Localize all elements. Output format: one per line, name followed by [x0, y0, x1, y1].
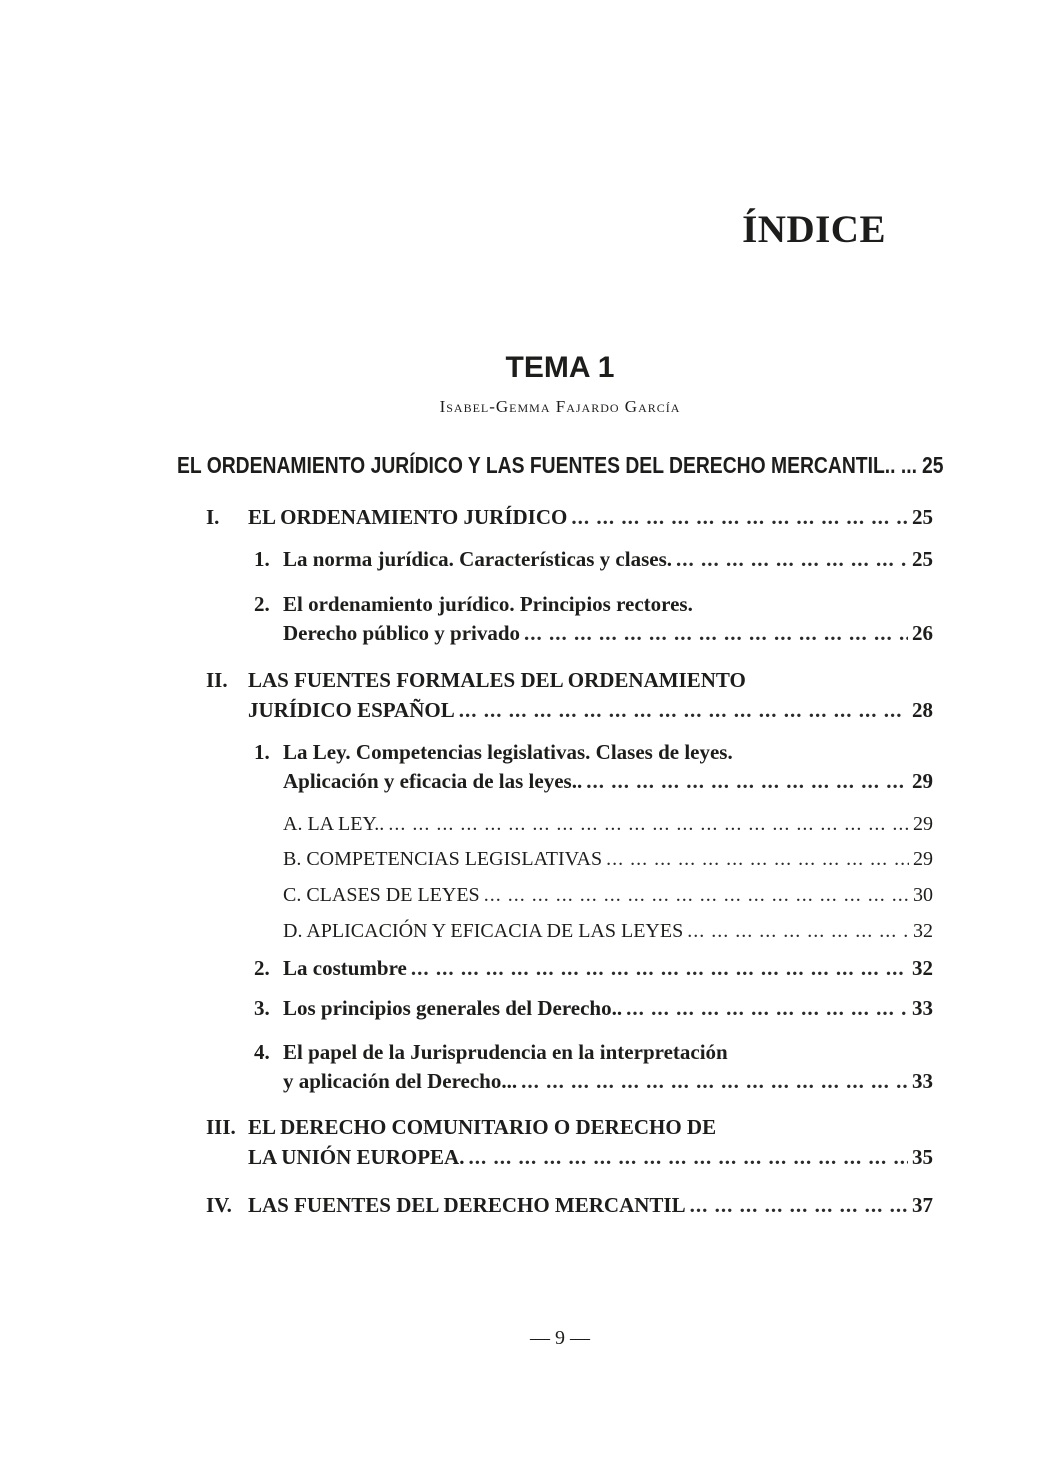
- toc-entry-page: 37: [912, 1193, 933, 1217]
- toc-entry-page: 33: [912, 1069, 933, 1093]
- tema-title: TEMA 1: [505, 351, 615, 384]
- toc-entry-section-i: [248, 504, 933, 530]
- leader-dots: [459, 697, 908, 723]
- section-iv-number: IV.: [206, 1193, 232, 1217]
- toc-entry-title: EL ORDENAMIENTO JURÍDICO: [248, 505, 568, 529]
- chapter-page: 25: [922, 452, 944, 478]
- toc-entry-section-iii: [248, 1144, 933, 1170]
- leader-dots: [626, 995, 908, 1021]
- toc-entry-page: 28: [912, 698, 933, 722]
- toc-entry-title-line2: Derecho público y privado: [283, 621, 521, 645]
- leader-dots: [571, 504, 908, 530]
- toc-entry-title: B. COMPETENCIAS LEGISLATIVAS: [283, 848, 603, 870]
- subsection-number: 4.: [254, 1040, 270, 1064]
- toc-entry-a-la-ley: [283, 811, 933, 837]
- subsection-number: 2.: [254, 956, 270, 980]
- toc-entry-title-line1: La Ley. Competencias legislativas. Clases de leyes.: [283, 740, 733, 764]
- toc-entry-title-line2: Aplicación y eficacia de las leyes..: [283, 769, 583, 793]
- toc-entry-title: C. CLASES DE LEYES: [283, 884, 480, 906]
- section-i-number: I.: [206, 505, 220, 529]
- toc-entry-title-line2: JURÍDICO ESPAÑOL: [248, 698, 455, 722]
- toc-entry-section-iv: [248, 1192, 933, 1218]
- toc-entry-page: 29: [912, 769, 933, 793]
- toc-entry-page: 29: [913, 813, 933, 835]
- leader-dots: [521, 1068, 908, 1094]
- toc-entry-title: La costumbre: [283, 956, 407, 980]
- toc-entry-page: 25: [912, 505, 933, 529]
- toc-entry-page: 30: [913, 884, 933, 906]
- leader-dots: [411, 955, 908, 981]
- toc-entry-page: 29: [913, 848, 933, 870]
- subsection-number: 3.: [254, 996, 270, 1020]
- toc-entry-page: 33: [912, 996, 933, 1020]
- toc-entry-title: D. APLICACIÓN Y EFICACIA DE LAS LEYES: [283, 920, 684, 942]
- leader-dots: [687, 918, 909, 944]
- section-ii-number: II.: [206, 668, 228, 692]
- toc-entry-norma-juridica: [283, 546, 933, 572]
- toc-entry-title-line1: LAS FUENTES FORMALES DEL ORDENAMIENTO: [248, 668, 746, 692]
- chapter-title: EL ORDENAMIENTO JURÍDICO Y LAS FUENTES DEL DERECHO MERCANTIL.. ...: [177, 452, 917, 478]
- toc-entry-page: 26: [912, 621, 933, 645]
- toc-entry-title: La norma jurídica. Características y clases.: [283, 547, 673, 571]
- toc-entry-costumbre: [283, 955, 933, 981]
- leader-dots: [524, 620, 908, 646]
- leader-dots: [586, 768, 908, 794]
- page-number: — 9 —: [530, 1327, 590, 1349]
- leader-dots: [690, 1192, 908, 1218]
- toc-entry-section-ii: [248, 697, 933, 723]
- toc-entry-page: 32: [913, 920, 933, 942]
- tema-author: Isabel-Gemma Fajardo García: [439, 397, 681, 416]
- leader-dots: [606, 846, 909, 872]
- leader-dots: [468, 1144, 908, 1170]
- toc-entry-title-line2: y aplicación del Derecho...: [283, 1069, 518, 1093]
- toc-entry-d-aplicacion: [283, 918, 933, 944]
- section-iii-number: III.: [206, 1115, 236, 1139]
- toc-entry-title-line1: El ordenamiento jurídico. Principios rectores.: [283, 592, 693, 616]
- toc-entry-page: 25: [912, 547, 933, 571]
- toc-entry-jurisprudencia: [283, 1068, 933, 1094]
- toc-entry-ordenamiento: [283, 620, 933, 646]
- toc-entry-principios: [283, 995, 933, 1021]
- leader-dots: [484, 882, 909, 908]
- toc-entry-title-line1: EL DERECHO COMUNITARIO O DERECHO DE: [248, 1115, 717, 1139]
- subsection-number: 1.: [254, 740, 270, 764]
- toc-entry-page: 32: [912, 956, 933, 980]
- toc-entry-c-clases: [283, 882, 933, 908]
- toc-entry-title: LAS FUENTES DEL DERECHO MERCANTIL: [248, 1193, 686, 1217]
- leader-dots: [676, 546, 908, 572]
- chapter-heading: [177, 452, 944, 479]
- toc-entry-title-line2: LA UNIÓN EUROPEA.: [248, 1145, 465, 1169]
- toc-entry-la-ley: [283, 768, 933, 794]
- subsection-number: 2.: [254, 592, 270, 616]
- subsection-number: 1.: [254, 547, 270, 571]
- toc-entry-title-line1: El papel de la Jurisprudencia en la interpretación: [283, 1040, 728, 1064]
- toc-entry-title: Los principios generales del Derecho..: [283, 996, 623, 1020]
- toc-entry-title: A. LA LEY..: [283, 813, 385, 835]
- leader-dots: [388, 811, 909, 837]
- toc-entry-b-competencias: [283, 846, 933, 872]
- toc-entry-page: 35: [912, 1145, 933, 1169]
- page-title: ÍNDICE: [742, 208, 886, 251]
